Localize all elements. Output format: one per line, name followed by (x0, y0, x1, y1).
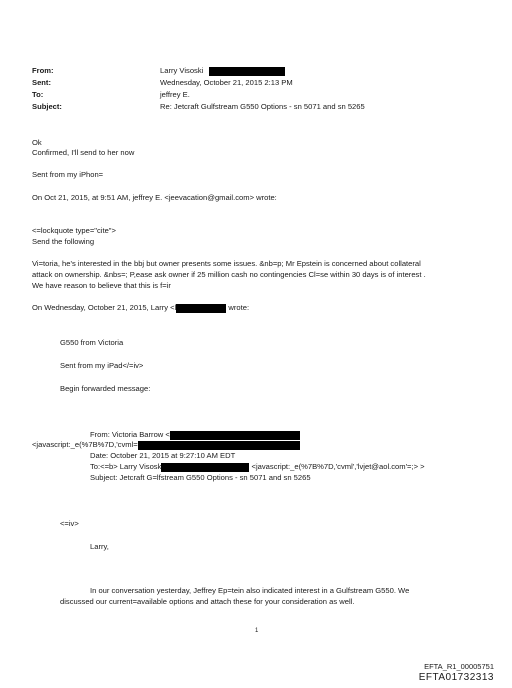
forward-line: Date: October 21, 2015 at 9:27:10 AM EDT (90, 451, 236, 460)
body-line: <=iv> (60, 519, 79, 528)
forward-line: <javascript:_e(%7B%7D,'cvml= (32, 440, 300, 450)
bates-code-1: EFTA_R1_00005751 (424, 662, 494, 671)
redaction-box (161, 463, 249, 472)
body-line: Vi=toria, he's interested in the bbj but owner presents some issues. &nb=p; Mr Epstein is concerned about collateral (32, 259, 421, 268)
forward-line: Subject: Jetcraft G=lfstream G550 Options - sn 5071 and sn 5265 (90, 473, 311, 482)
redaction-box (170, 431, 300, 440)
redaction-box (176, 304, 226, 313)
to-label: To: (32, 90, 44, 99)
redaction-box (138, 441, 300, 450)
body-line: Sent from my iPad</=iv> (60, 361, 144, 370)
body-line: Begin forwarded message: (60, 384, 151, 393)
body-line: On Wednesday, October 21, 2015, Larry <l wrote: (32, 303, 250, 312)
body-line: Send the following (32, 237, 95, 246)
sent-label: Sent: (32, 78, 51, 87)
body-line: Ok (32, 138, 42, 147)
sent-value: Wednesday, October 21, 2015 2:13 PM (160, 78, 293, 87)
from-label: From: (32, 66, 54, 75)
body-line: attack on ownership. &nbs=; P,ease ask owner if 25 million cash no contingencies Cl=se within 30 days is of interest . (32, 270, 426, 279)
body-line: <=lockquote type="cite"> (32, 226, 116, 235)
subject-label: Subject: (32, 102, 62, 111)
redaction-box (209, 67, 285, 76)
forward-line: To:<=b> Larry Visosk <javascript:_e(%7B%7D,'cvml','lvjet@aol.com'=;> > (90, 462, 425, 471)
page-number: 1 (255, 628, 259, 634)
from-value: Larry Visoski (160, 66, 285, 76)
to-value: jeffrey E. (160, 90, 190, 99)
body-line: Larry, (90, 542, 109, 551)
body-line: Sent from my iPhon= (32, 170, 104, 179)
body-line: We have reason to believe that this is f=ir (32, 281, 171, 290)
body-line: G550 from Victoria (60, 338, 124, 347)
forward-line: From: Victoria Barrow < (90, 430, 300, 440)
subject-value: Re: Jetcraft Gulfstream G550 Options - sn 5071 and sn 5265 (160, 102, 365, 111)
bates-code-2: EFTA01732313 (418, 672, 494, 683)
body-line: discussed our current=available options and attach these for your consideration as well. (60, 597, 355, 606)
body-line: Confirmed, I'll send to her now (32, 148, 135, 157)
body-line: On Oct 21, 2015, at 9:51 AM, jeffrey E. <jeevacation@gmail.com> wrote: (32, 193, 277, 202)
body-line: In our conversation yesterday, Jeffrey Ep=tein also indicated interest in a Gulfstream G550. We (90, 586, 410, 595)
